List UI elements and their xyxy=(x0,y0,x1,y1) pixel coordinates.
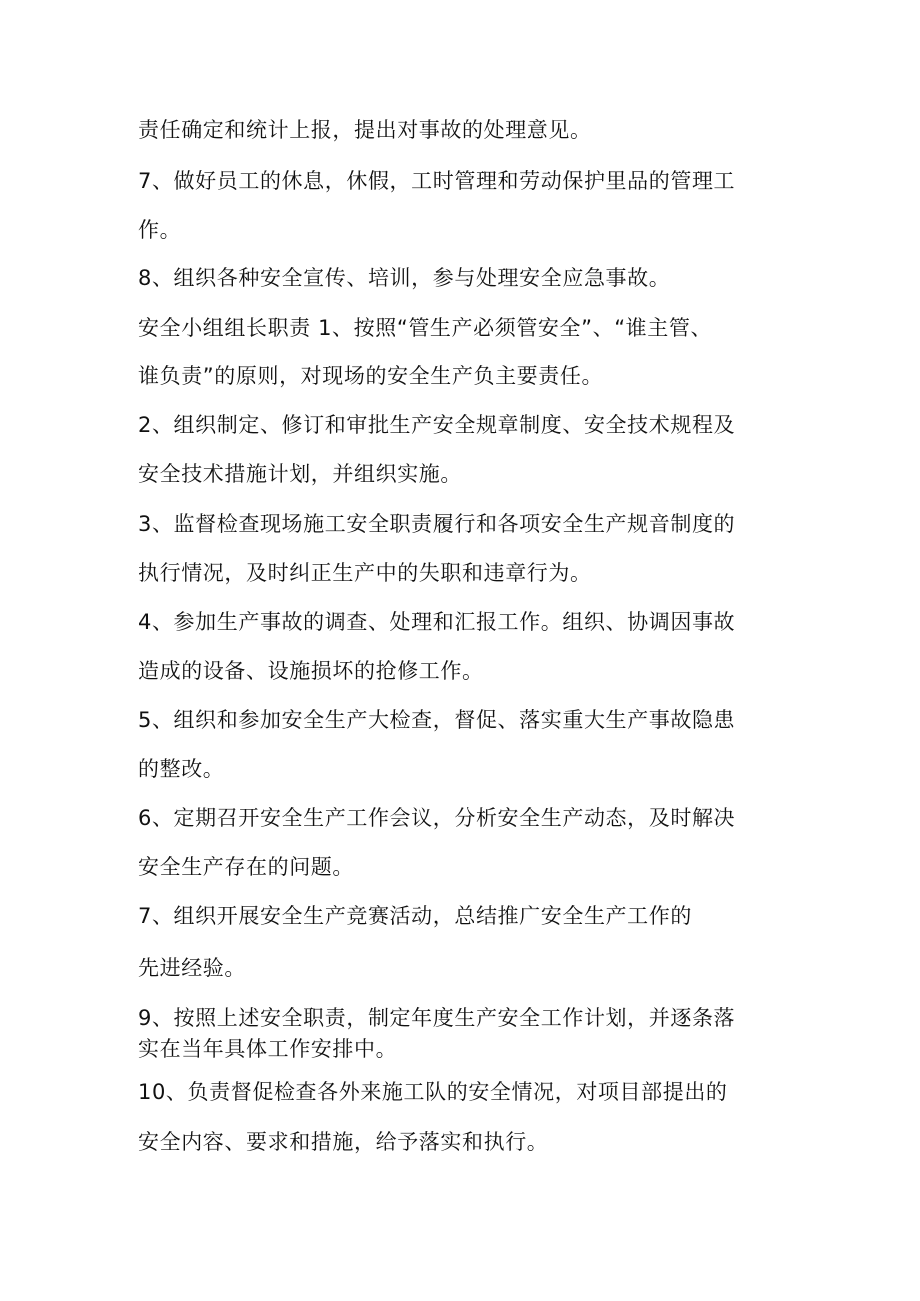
text-line: 的整改。 xyxy=(138,757,225,781)
text-line: 3、监督检查现场施工安全职责履行和各项安全生产规音制度的 xyxy=(138,512,736,536)
text-line: 2、组织制定、修订和审批生产安全规章制度、安全技术规程及 xyxy=(138,413,736,437)
text-line: 安全生产存在的问题。 xyxy=(138,855,354,879)
text-line: 7、做好员工的休息，休假，工时管理和劳动保护里品的管理工 xyxy=(138,169,736,193)
text-line: 安全小组组长职责 1、按照“管生产必须管安全”、“谁主管、 xyxy=(138,316,713,340)
text-line: 4、参加生产事故的调查、处理和汇报工作。组织、协调因事故 xyxy=(138,610,736,634)
text-line: 9、按照上述安全职责，制定年度生产安全工作计划，并逐条落 xyxy=(138,1006,736,1030)
text-line: 责任确定和统计上报，提出对事故的处理意见。 xyxy=(138,118,592,142)
text-line: 7、组织开展安全生产竞赛活动，总结推广安全生产工作的 xyxy=(138,904,692,928)
text-line: 实在当年具体工作安排中。 xyxy=(138,1037,398,1061)
text-line: 执行情况，及时纠正生产中的失职和违章行为。 xyxy=(138,561,592,585)
text-line: 谁负责”的原则，对现场的安全生产负主要责任。 xyxy=(138,364,604,388)
text-line: 6、定期召开安全生产工作会议，分析安全生产动态，及时解决 xyxy=(138,806,736,830)
text-line: 先进经验。 xyxy=(138,956,246,980)
text-line: 8、组织各种安全宣传、培训，参与处理安全应急事故。 xyxy=(138,266,671,290)
text-line: 5、组织和参加安全生产大检查，督促、落实重大生产事故隐患 xyxy=(138,708,736,732)
text-line: 作。 xyxy=(138,218,182,242)
text-line: 10、负责督促检查各外来施工队的安全情况，对项目部提出的 xyxy=(138,1080,728,1104)
text-line: 安全技术措施计划，并组织实施。 xyxy=(138,462,462,486)
text-line: 安全内容、要求和措施，给予落实和执行。 xyxy=(138,1130,549,1154)
text-line: 造成的设备、设施损坏的抢修工作。 xyxy=(138,659,484,683)
